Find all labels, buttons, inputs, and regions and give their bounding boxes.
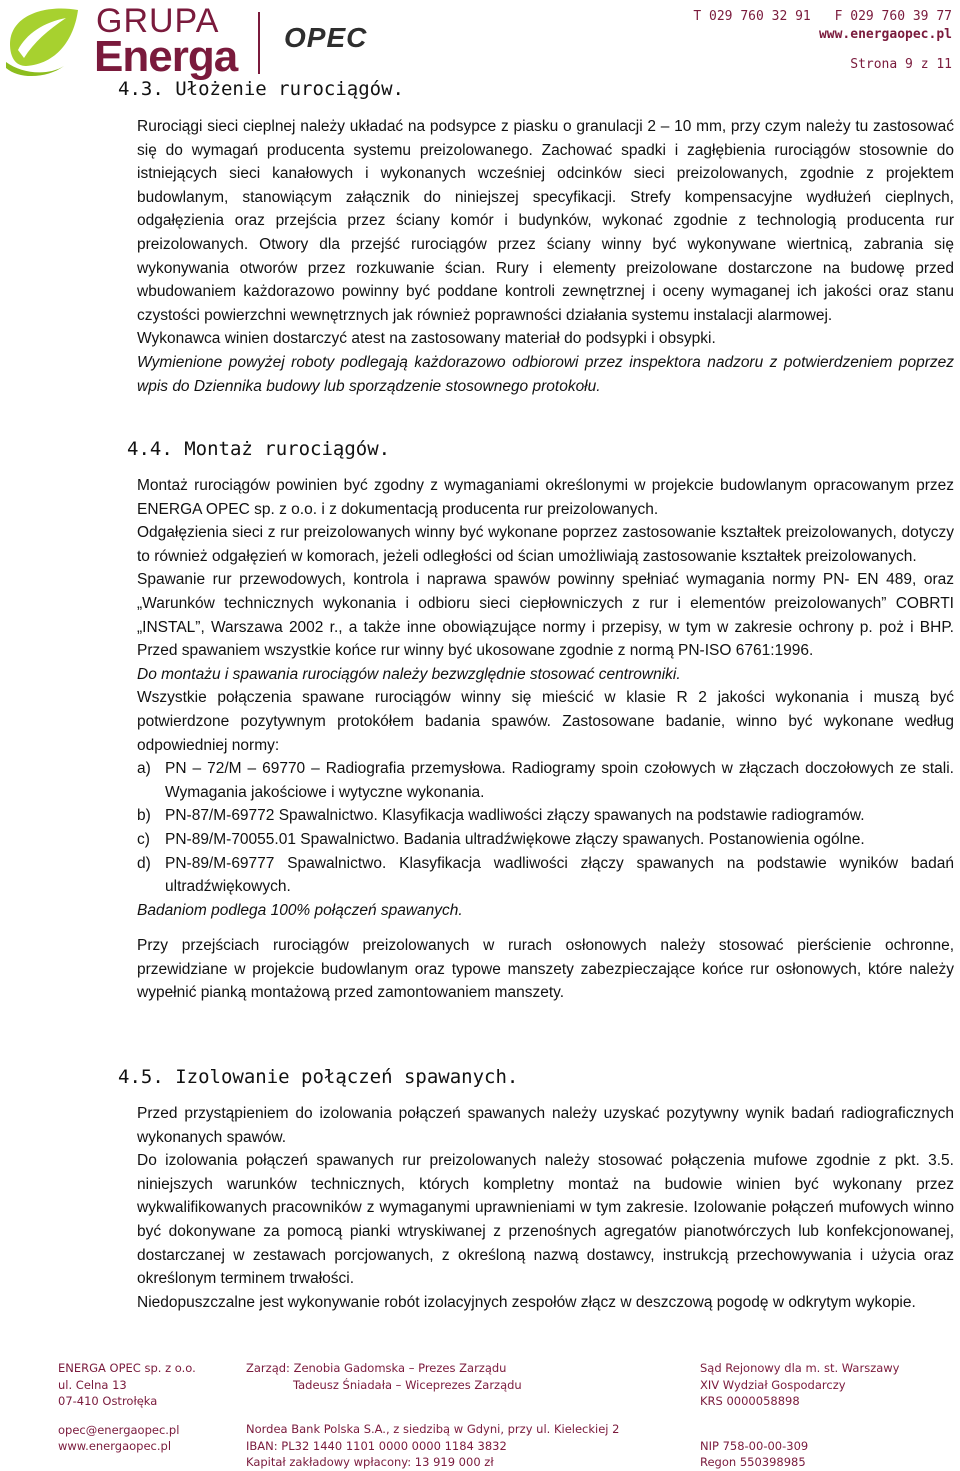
heading-4-5: 4.5. Izolowanie połączeń spawanych. xyxy=(118,1066,519,1088)
board-president: Zarząd: Zenobia Gadomska – Prezes Zarządu xyxy=(246,1361,507,1375)
header-contact xyxy=(677,8,952,44)
list-item-text: PN-89/M-70055.01 Spawalnictwo. Badania ultradźwiękowe złączy spawanych. Postanowienia ogólne. xyxy=(165,830,865,848)
company-street: ul. Celna 13 xyxy=(58,1377,127,1392)
list-marker: c) xyxy=(137,830,150,848)
list-item xyxy=(137,852,954,899)
energa-leaf-icon xyxy=(4,4,84,78)
paragraph-italic: Badaniom podlega 100% połączeń spawanych. xyxy=(137,901,463,919)
footer-company-column xyxy=(58,1360,196,1455)
paragraph: Odgałęzienia sieci z rur preizolowanych winny być wykonane poprzez zastosowanie kształtek preizolowanych, dotyczy to również odgałęzień w komorach, jeżeli odległości od ścian umożliwiają zastosowanie kształtek preizolowanych. xyxy=(137,524,954,565)
list-marker: d) xyxy=(137,854,151,872)
heading-4-4: 4.4. Montaż rurociągów. xyxy=(127,438,391,460)
paragraph: Do izolowania połączeń spawanych rur preizolowanych należy stosować połączenia mufowe zgodnie z pkt. 3.5. niniejszych warunków technicznych, których kompletny montaż na budowie winien być wykonany przez wykwalifikowanych pracowników z wymaganymi uprawnieniami w tym zakresie. Izolowanie połączeń mufowych winno być dokonywane za pomocą pianki wtryskiwanej z przenośnych agregatów pianotwórczych lub konfekcjonowanej, dostarczanej w zestawach porcjowanych, z określoną nazwą dostawcy, instrukcją przechowywania i użycia oraz określonym terminem trwałości. xyxy=(137,1152,954,1288)
paragraph: Rurociągi sieci cieplnej należy układać na podsypce z piasku o granulacji 2 – 10 mm, przy czym należy tu zastosować się do wymagań producenta systemu preizolowanego. Zachować spadki i zagłębienia rurociągów stosownie do istniejących sieci kanałowych i wykonanych wcześniej odcinków sieci preizolowanych, zgodnie z projektem budowlanym, stanowiącym załącznik do niniejszej specyfikacji. Strefy kompensacyjne wydłużeń cieplnych, odgałęzienia oraz przejścia przez ściany komór i budynków, wykonać zgodnie z technologią producenta rur preizolowanych. Otwory dla przejść rurociągów przez ściany winny być wykonywane wiertnicą, zabrania się wykonywania otworów przez rozkuwanie ścian. Rury i elementy preizolowane dostarczone na budowę przed wbudowaniem każdorazowo powinny być poddane kontroli zewnętrznej i oceny wymaganej ich jakości oraz stanu czystości powierzchni wewnętrznych jak również poprawności działania systemu instalacji alarmowej. xyxy=(137,118,954,324)
grupa-energa-logo xyxy=(4,2,274,81)
paragraph: Wszystkie połączenia spawane rurociągów winny się mieścić w klasie R 2 jakości wykonania i muszą być potwierdzone pozytywnym protokółem badania spawów. Zastosowane badanie, winno być wykonane według odpowiedniej normy: xyxy=(137,689,954,754)
paragraph: Przed przystąpieniem do izolowania połączeń spawanych należy uzyskać pozytywny wynik badań radiograficznych wykonanych spawów. xyxy=(137,1105,954,1146)
bank-iban: IBAN: PL32 1440 1101 0000 0000 1184 3832 xyxy=(246,1438,507,1453)
header-website-link[interactable]: www.energaopec.pl xyxy=(818,27,952,42)
section-4-5-body xyxy=(137,1102,954,1314)
footer-board-column xyxy=(246,1360,619,1471)
paragraph: Wykonawca winien dostarczyć atest na zastosowany materiał do podsypki i obsypki. xyxy=(137,330,716,348)
logo-grupa-text: GRUPA xyxy=(96,2,220,40)
paragraph: Spawanie rur przewodowych, kontrola i naprawa spawów powinny spełniać wymagania normy PN- EN 489, oraz „Warunków technicznych wykonania i odbioru sieci ciepłowniczych z rur i elementów preizolowanych” COBRTI „INSTAL”, Warszawa 2002 r., a także inne obowiązujące normy i przepisy, w tym w zakresie ochrony p. poż i BHP. Przed spawaniem wszystkie końce rur winny być ukosowane zgodnie z normą PN-ISO 6761:1996. xyxy=(137,571,954,660)
board-vice-president: Tadeusz Śniadała – Wiceprezes Zarządu xyxy=(293,1377,522,1392)
section-4-3-body xyxy=(137,115,954,398)
list-marker: a) xyxy=(137,760,151,778)
krs-number: KRS 0000058898 xyxy=(700,1394,800,1408)
list-item xyxy=(137,757,954,804)
fax-number: F 029 760 39 77 xyxy=(834,9,952,24)
paragraph-italic: Do montażu i spawania rurociągów należy bezwzględnie stosować centrowniki. xyxy=(137,665,681,683)
phone-number: T 029 760 32 91 xyxy=(693,9,811,24)
page-footer xyxy=(0,1360,960,1469)
regon-number: Regon 550398985 xyxy=(700,1455,806,1469)
section-4-4-body xyxy=(137,474,954,1005)
list-item xyxy=(137,828,954,852)
page-number: Strona 9 z 11 xyxy=(850,57,952,72)
list-item-text: PN-89/M-69777 Spawalnictwo. Klasyfikacja wadliwości złączy spawanych na podstawie wyników badań ultradźwiękowych. xyxy=(165,854,954,896)
bank-info: Nordea Bank Polska S.A., z siedzibą w Gdyni, przy ul. Kieleckiej 2 xyxy=(246,1422,620,1436)
company-website-link[interactable]: www.energaopec.pl xyxy=(58,1439,172,1453)
paragraph: Przy przejściach rurociągów preizolowanych w rurach osłonowych należy stosować pierścienie ochronne, przewidziane w projekcie budowlanym oraz typowe manszety zabezpieczające końce rur osłonowych, które należy wypełnić pianką montażową przed zamontowaniem manszety. xyxy=(137,937,954,1002)
company-email-link[interactable]: opec@energaopec.pl xyxy=(58,1422,180,1437)
heading-4-3: 4.3. Ułożenie rurociągów. xyxy=(118,78,404,100)
company-name: ENERGA OPEC sp. z o.o. xyxy=(58,1361,196,1375)
paragraph: Niedopuszczalne jest wykonywanie robót izolacyjnych zespołów złącz w deszczową pogodę w odkrytym wykopie. xyxy=(137,1293,916,1311)
standards-list xyxy=(137,757,954,899)
company-city: 07-410 Ostrołęka xyxy=(58,1394,158,1408)
nip-number: NIP 758-00-00-309 xyxy=(700,1438,809,1453)
share-capital: Kapitał zakładowy wpłacony: 13 919 000 zł xyxy=(246,1455,494,1469)
list-item-text: PN-87/M-69772 Spawalnictwo. Klasyfikacja wadliwości złączy spawanych na podstawie radiogramów. xyxy=(165,807,865,825)
footer-registry-column xyxy=(700,1360,900,1471)
court-department: XIV Wydział Gospodarczy xyxy=(700,1377,846,1392)
paragraph-italic: Wymienione powyżej roboty podlegają każdorazowo odbiorowi przez inspektora nadzoru z potwierdzeniem poprzez wpis do Dziennika budowy lub sporządzenie stosownego protokołu. xyxy=(137,353,954,395)
opec-brand: OPEC xyxy=(284,22,368,53)
paragraph: Montaż rurociągów powinien być zgodny z wymaganiami określonymi w projekcie budowlanym opracowanym przez ENERGA OPEC sp. z o.o. i z dokumentacją producenta rur preizolowanych. xyxy=(137,477,954,518)
list-item-text: PN – 72/M – 69770 – Radiografia przemysłowa. Radiogramy spoin czołowych w złączach doczołowych ze stali. Wymagania jakościowe i wytyczne wykonania. xyxy=(165,760,954,801)
list-marker: b) xyxy=(137,807,151,825)
list-item xyxy=(137,804,954,828)
court-name: Sąd Rejonowy dla m. st. Warszawy xyxy=(700,1361,900,1375)
logo-divider xyxy=(258,12,260,74)
logo-energa-text: Energa xyxy=(94,32,238,81)
